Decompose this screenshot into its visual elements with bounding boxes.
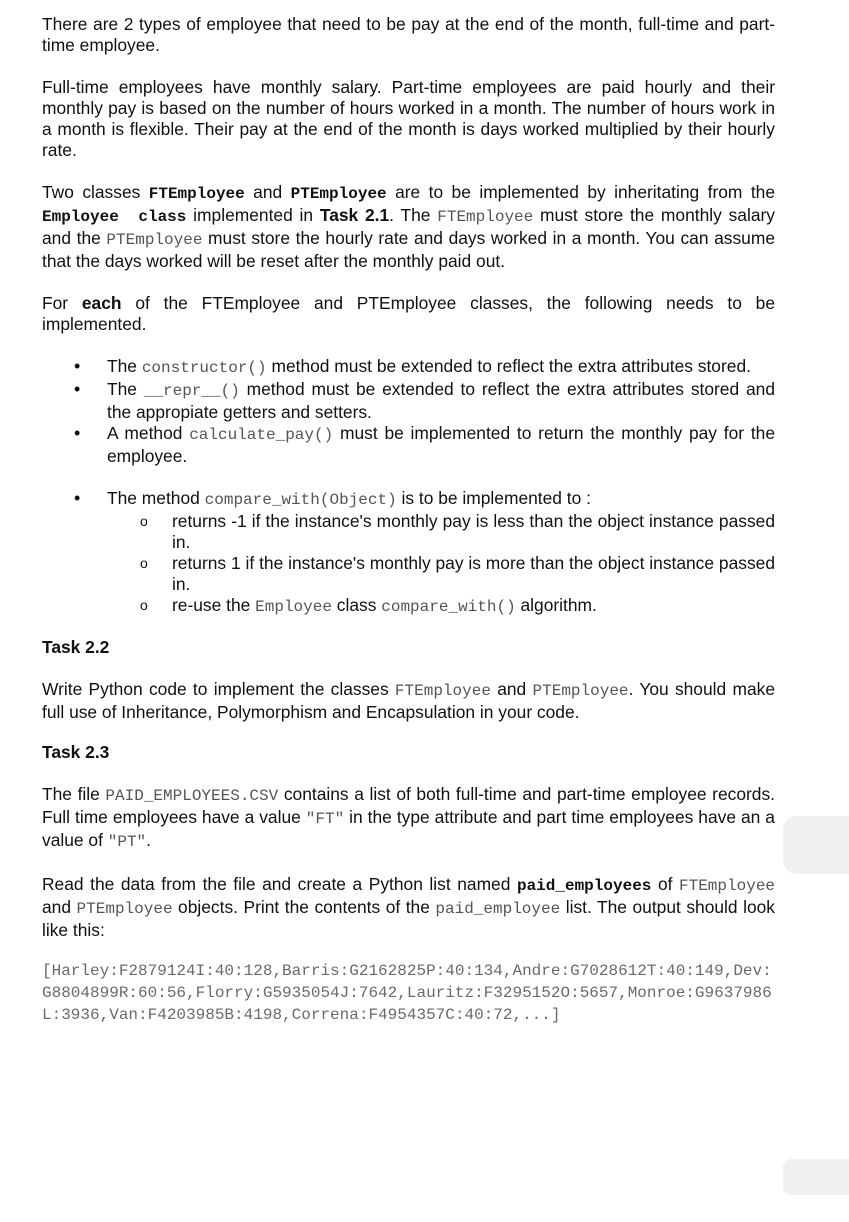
text: For xyxy=(42,293,82,313)
text: class xyxy=(331,595,382,615)
text: must store the hourly rate and days worked in a month. You can assume that the days worked will be reset after the monthly paid out. xyxy=(42,228,775,271)
code-repr: __repr__() xyxy=(143,382,240,400)
code-ftemployee: FTEmployee xyxy=(394,682,491,700)
code-ft-value: "FT" xyxy=(305,810,345,828)
code-ptemployee: PTEmployee xyxy=(76,900,173,918)
text: must be implemented to return the monthly pay for the employee. xyxy=(107,423,776,466)
text: of the FTEmployee and PTEmployee classes, the following needs to be implemented. xyxy=(42,293,776,334)
code-filename: PAID_EMPLOYEES.CSV xyxy=(105,787,279,805)
text: re-use the xyxy=(172,595,256,615)
sample-output: [Harley:F2879124I:40:128,Barris:G2162825P:40:134,Andre:G7028612T:40:149,Dev:G8804899R:60:56,Florry:G5935054J:7642,Lauritz:F3295152O:5657,Monroe:G9637986L:3936,Van:F4203985B:4198,Correna:F4954357C:40:72,...] xyxy=(42,962,772,1024)
code-ptemployee: PTEmployee xyxy=(532,682,629,700)
class-name-ptemployee: PTEmployee xyxy=(290,185,387,203)
text: Two classes xyxy=(42,182,149,202)
text: . xyxy=(146,830,151,850)
text: in the type attribute and part time employees have an a value of xyxy=(42,807,775,850)
text: . The xyxy=(389,205,438,225)
text: is to be implemented to : xyxy=(396,488,591,508)
text: list. The output should look like this: xyxy=(42,897,775,940)
intro-paragraph-4 xyxy=(42,293,775,335)
text: and xyxy=(42,897,77,917)
task-2-3-paragraph-1 xyxy=(42,784,775,853)
code-calculate-pay: calculate_pay() xyxy=(189,426,334,444)
text: objects. Print the contents of the xyxy=(172,897,436,917)
task-2-3-paragraph-2 xyxy=(42,874,775,941)
text: A method xyxy=(107,423,190,443)
code-pt-value: "PT" xyxy=(107,833,147,851)
text: method must be extended to reflect the extra attributes stored and the appropiate getters and setters. xyxy=(107,379,775,422)
task-2-2-paragraph xyxy=(42,679,775,723)
text: The xyxy=(107,356,142,376)
code-ftemployee: FTEmployee xyxy=(437,208,534,226)
text: and xyxy=(244,182,291,202)
code-paid-employee: paid_employee xyxy=(435,900,561,918)
text: The file xyxy=(42,784,106,804)
text: of xyxy=(651,874,679,894)
text: Write Python code to implement the classes xyxy=(42,679,395,699)
class-name-employee: Employee class xyxy=(42,208,187,226)
text: and xyxy=(490,679,533,699)
sub-list-item: o returns -1 if the instance's monthly pay is less than the object instance passed in. xyxy=(107,511,775,553)
code-paid-employees: paid_employees xyxy=(516,877,652,895)
task-2-2-heading: Task 2.2 xyxy=(42,637,110,657)
list-item xyxy=(42,356,775,379)
task-reference: Task 2.1 xyxy=(319,205,390,225)
code-ptemployee: PTEmployee xyxy=(106,231,203,249)
code-compare-with: compare_with(Object) xyxy=(204,491,397,509)
intro-paragraph-2: Full-time employees have monthly salary. Part-time employees are paid hourly and their monthly pay is based on the number of hours worked in a month. The number of hours work in a month is flexible. Their pay at the end of the month is days worked multiplied by their hourly rate. xyxy=(42,77,775,160)
text: . You should make full use of Inheritance, Polymorphism and Encapsulation in your code. xyxy=(42,679,775,722)
intro-paragraph-3 xyxy=(42,182,775,272)
text: must store the monthly salary and the xyxy=(42,205,775,248)
text: are to be implemented by inheritating from the xyxy=(386,182,775,202)
text: algorithm. xyxy=(515,595,597,615)
code-employee: Employee xyxy=(255,598,332,616)
class-name-ftemployee: FTEmployee xyxy=(148,185,245,203)
requirements-list xyxy=(42,356,775,618)
side-tab-decoration xyxy=(783,816,849,874)
list-item xyxy=(42,488,775,618)
text: contains a list of both full-time and part-time employee records. Full time employees have a value xyxy=(42,784,775,827)
text: Read the data from the file and create a Python list named xyxy=(42,874,517,894)
list-item xyxy=(42,423,775,467)
sub-list-item: o returns 1 if the instance's monthly pay is more than the object instance passed in. xyxy=(107,553,775,595)
sub-list-item xyxy=(107,595,775,618)
compare-with-sublist xyxy=(107,511,775,618)
code-constructor: constructor() xyxy=(141,359,267,377)
text: implemented in xyxy=(186,205,320,225)
text: The xyxy=(107,379,144,399)
emphasis-each: each xyxy=(81,293,122,313)
document-page xyxy=(42,14,775,1026)
text: The method xyxy=(107,488,205,508)
intro-paragraph-1: There are 2 types of employee that need to be pay at the end of the month, full-time and part-time employee. xyxy=(42,14,775,55)
text: method must be extended to reflect the extra attributes stored. xyxy=(266,356,751,376)
code-compare-with: compare_with() xyxy=(381,598,516,616)
side-tab-decoration xyxy=(783,1159,849,1195)
task-2-3-heading: Task 2.3 xyxy=(42,742,110,762)
code-ftemployee: FTEmployee xyxy=(679,877,776,895)
list-item xyxy=(42,379,775,423)
